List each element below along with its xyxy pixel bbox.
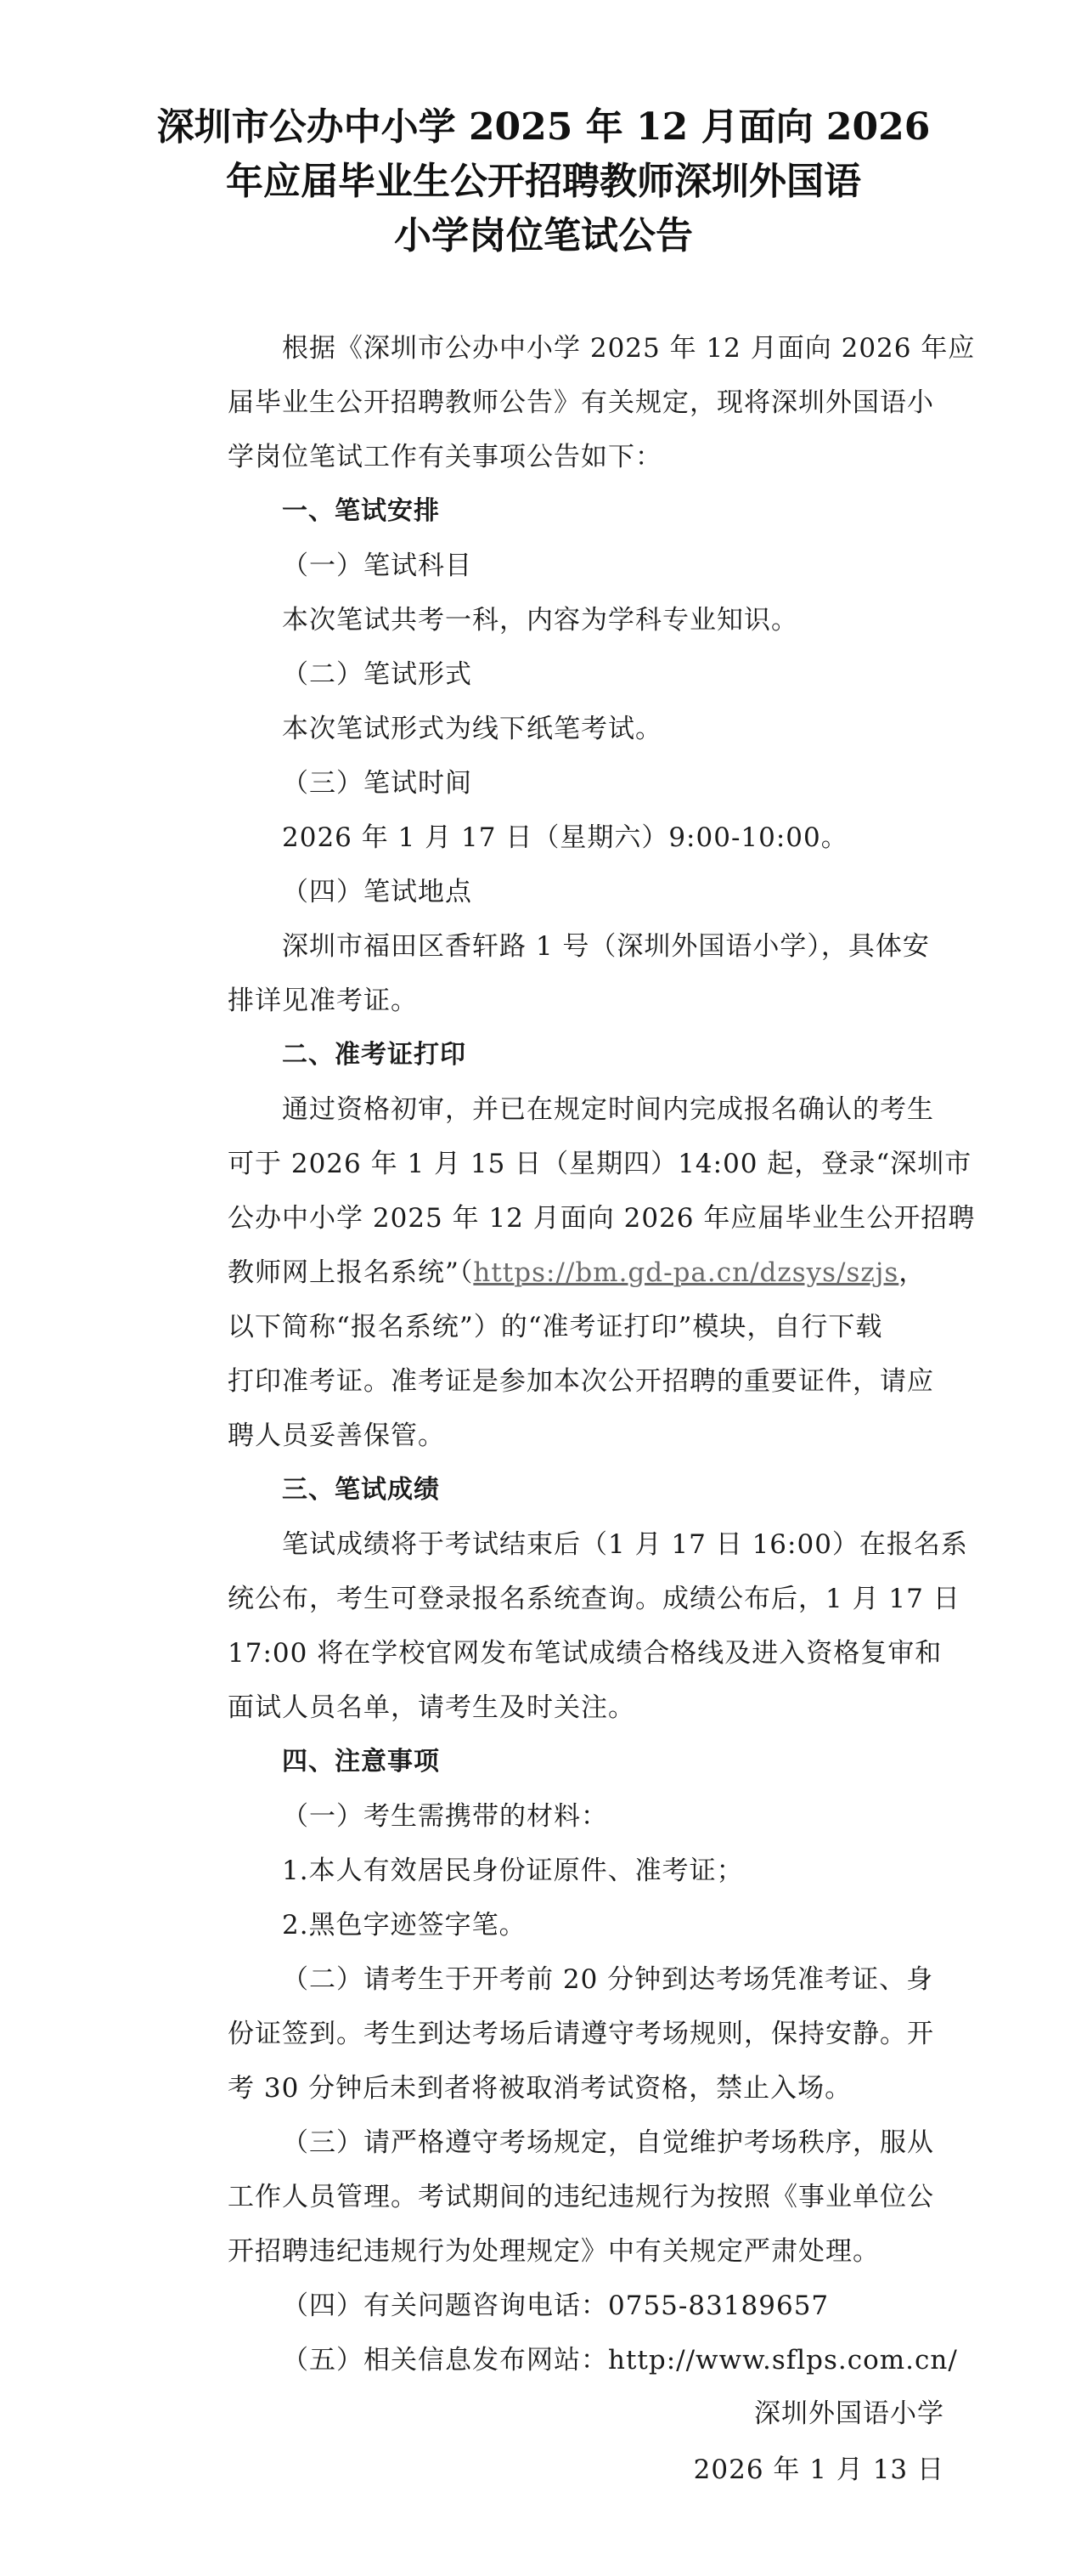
paragraph-text: 可于 2026 年 1 月 15 日（星期四）14:00 起，登录“深圳市: [228, 1149, 972, 1179]
paragraph-text: 统公布，考生可登录报名系统查询。成绩公布后，1 月 17 日: [228, 1584, 960, 1614]
signature-date: 2026 年 1 月 13 日: [693, 2455, 944, 2485]
subsection-title: （一）笔试科目: [282, 551, 472, 581]
paragraph-text: 笔试成绩将于考试结束后（1 月 17 日 16:00）在报名系: [282, 1529, 968, 1560]
subsection-title: （二）笔试形式: [282, 659, 472, 690]
paragraph-text: 打印准考证。准考证是参加本次公开招聘的重要证件，请应: [228, 1366, 934, 1397]
paragraph-text: （二）请考生于开考前 20 分钟到达考场凭准考证、身: [282, 1964, 934, 1995]
contact-phone: （四）有关问题咨询电话：0755-83189657: [282, 2291, 830, 2321]
title-line-3: 小学岗位笔试公告: [394, 214, 693, 257]
signature-block: [694, 2386, 944, 2498]
signature-org: 深圳外国语小学: [754, 2398, 944, 2429]
paragraph-text: 考 30 分钟后未到者将被取消考试资格，禁止入场。: [228, 2073, 853, 2104]
paragraph-text: 以下简称“报名系统”）的“准考证打印”模块，自行下载: [228, 1312, 883, 1342]
paragraph-text: 深圳市福田区香轩路 1 号（深圳外国语小学），具体安: [282, 931, 930, 962]
paragraph-text: [228, 1246, 949, 1300]
paragraph-text: 本次笔试共考一科，内容为学科专业知识。: [282, 605, 798, 636]
website-info: （五）相关信息发布网站：http://www.sflps.com.cn/: [282, 2345, 958, 2375]
paragraph-text: 聘人员妥善保管。: [228, 1421, 445, 1451]
paragraph-text: 17:00 将在学校官网发布笔试成绩合格线及进入资格复审和: [228, 1638, 943, 1669]
registration-system-link[interactable]: https://bm.gd-pa.cn/dzsys/szjs: [473, 1257, 899, 1288]
section-heading-2: 二、准考证打印: [282, 1040, 466, 1070]
title-line-2: 年应届毕业生公开招聘教师深圳外国语: [226, 160, 861, 203]
document-title: [119, 100, 968, 263]
list-item: 1.本人有效居民身份证原件、准考证；: [282, 1856, 744, 1886]
intro-line: 届毕业生公开招聘教师公告》有关规定，现将深圳外国语小: [228, 387, 934, 418]
intro-line: 根据《深圳市公办中小学 2025 年 12 月面向 2026 年应: [282, 333, 976, 364]
section-heading-4: 四、注意事项: [282, 1747, 440, 1777]
paragraph-text: 排详见准考证。: [228, 986, 418, 1016]
paragraph-text: 工作人员管理。考试期间的违纪违规行为按照《事业单位公: [228, 2182, 934, 2212]
paragraph-text: （三）请严格遵守考场规定，自觉维护考场秩序，服从: [282, 2127, 934, 2158]
subsection-title: （三）笔试时间: [282, 768, 472, 799]
subsection-title: （一）考生需携带的材料：: [282, 1801, 608, 1832]
paragraph-text: 公办中小学 2025 年 12 月面向 2026 年应届毕业生公开招聘: [228, 1203, 976, 1234]
text-span: ，: [898, 1257, 926, 1288]
paragraph-text: 通过资格初审，并已在规定时间内完成报名确认的考生: [282, 1094, 934, 1125]
section-heading-1: 一、笔试安排: [282, 496, 440, 526]
document-body: [228, 321, 976, 2387]
title-line-1: 深圳市公办中小学 2025 年 12 月面向 2026: [156, 105, 931, 149]
section-heading-3: 三、笔试成绩: [282, 1475, 440, 1505]
paragraph-text: 2026 年 1 月 17 日（星期六）9:00-10:00。: [282, 822, 848, 853]
paragraph-text: 开招聘违纪违规行为处理规定》中有关规定严肃处理。: [228, 2236, 880, 2267]
subsection-title: （四）笔试地点: [282, 877, 472, 907]
paragraph-text: 面试人员名单，请考生及时关注。: [228, 1692, 635, 1723]
intro-line: 学岗位笔试工作有关事项公告如下：: [228, 442, 662, 472]
paragraph-text: 份证签到。考生到达考场后请遵守考场规则，保持安静。开: [228, 2019, 934, 2049]
text-span: 教师网上报名系统”（: [228, 1257, 474, 1288]
list-item: 2.黑色字迹签字笔。: [282, 1910, 527, 1940]
paragraph-text: 本次笔试形式为线下纸笔考试。: [282, 714, 662, 744]
